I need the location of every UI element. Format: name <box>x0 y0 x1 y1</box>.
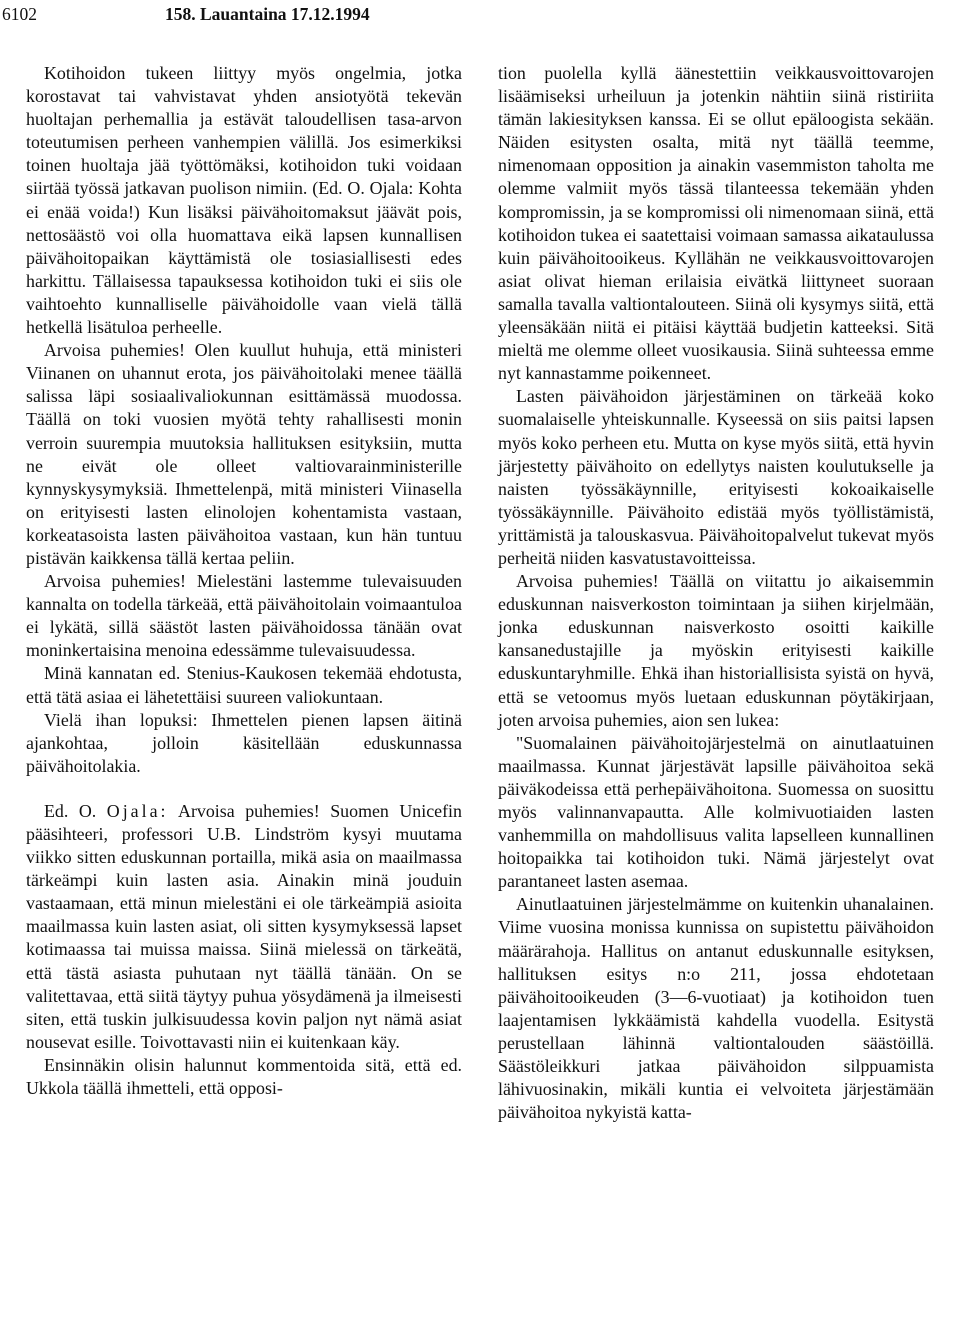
paragraph: Arvoisa puhemies! Olen kuullut huhuja, että ministeri Viinanen on uhannut erota, jos päivähoitolaki menee täällä salissa läpi sosiaalivaliokunnan esittämässä muodossa. Täällä on toki vuosien myötä tehty rahallisesti monin verroin suurempia muutoksia hallituksen esityksiin, mutta ne eivät ole olleet valtiovarainministerille kynnyskysymyksiä. Ihmettelenpä, mitä ministeri Viinasella on erityisesti lasten elinolojen kohentamista vastaan, korkeatasoista lasten päivähoitoa vastaan, kun hän tuntuu pistävän kaikkensa tällä kertaa peliin. <box>26 340 462 568</box>
paragraph: Ensinnäkin olisin halunnut kommentoida sitä, että ed. Ukkola täällä ihmetteli, että opposi- <box>26 1054 462 1099</box>
speech-text: Arvoisa puhemies! Suomen Unicefin pääsihteeri, professori U.B. Lindström kysyi muutama viikko sitten eduskunnan portailla, mikä asia on maailmassa tärkeämpi kuin lasten asia. Ainakin minä jouduin vastaamaan, että minun mielestäni ei ole tärkeämpiä asioita maailmassa kuin lasten asiat, oli sitten kysymyksessä lapset kotimaassa tai muissa maissa. Siinä mielessä on tärkeätä, että tästä asiasta puhutaan nyt täällä tänään. On se valitettavaa, että siitä täytyy puhua yösydämenä ja ilmeisesti siten, että tuskin julkisuudessa kovin paljon nyt nämä asiat nousevat esille. Toivottavasti niin ei kuitenkaan käy. <box>26 800 462 1052</box>
paragraph: Vielä ihan lopuksi: Ihmettelen pienen lapsen äitinä ajankohtaa, jolloin käsitellään eduskunnassa päivähoitolakia. <box>26 709 462 776</box>
paragraph: Arvoisa puhemies! Mielestäni lastemme tulevaisuuden kannalta on todella tärkeää, että päivähoitolain voimaantuloa ei lykätä, sillä säästöt lasten päivähoidossa tänään ovat moninkertaisina menoina edessämme tulevaisuudessa. <box>26 571 462 661</box>
speaker-prefix: Ed. O. <box>44 800 97 821</box>
paragraph: Minä kannatan ed. Stenius-Kaukosen tekemää ehdotusta, että tätä asiaa ei lähetettäisi suureen valiokuntaan. <box>26 663 462 707</box>
quoted-paragraph: Ainutlaatuinen järjestelmämme on kuitenkin uhanalainen. Viime vuosina monissa kunnissa on supistettu päivähoidon määrärahoja. Hallitus on antanut eduskunnalle esityksen, hallituksen esitys n:o 211, jossa ehdotetaan päivähoitooikeuden (3—6-vuotiaat) ja kotihoidon tuen laajentamisen lykkäämistä kahdella vuodella. Esitystä perustellaan lähinnä valtiontalouden säästöillä. Säästöleikkuri jatkaa päivähoidon silppuamista lähivuosinakin, mikäli kuntia ei velvoiteta järjestämään päivähoitoa nykyistä katta- <box>498 894 934 1123</box>
paragraph: Lasten päivähoidon järjestäminen on tärkeää koko suomalaiselle yhteiskunnalle. Kyseessä on siis paitsi lapsen myös koko perheen etu. Mutta on kyse myös siitä, että hyvin järjestetty päivähoito on edellytys naisten koulutukselle ja naisten työssäkäynnille, erityisesti kokoaikaiselle työssäkäynnille. Päivähoito edistää myös työllistämistä, yrittämistä ja talouskasvua. Päivähoitopalvelut tukevat myös perheitä niiden kasvatustavoitteissa. <box>498 386 934 568</box>
page-number: 6102 <box>2 4 37 24</box>
paragraph-continued: tion puolella kyllä äänestettiin veikkausvoittovarojen lisäämiseksi urheiluun ja jotenkin nähtiin siinä ristiriita tämän lakiesityksen kanssa. Ei se ollut epäloogista sekään. Näiden esitysten osalta, mitä nyt täällä teemme, nimenomaan opposition ja ainakin vasemmiston taholta me olemme valmiit myös tässä tilanteessa tekemään yhden kompromissin, ja se kompromissi oli nimenomaan siinä, että kotihoidon tukea ei saatettaisi voimaan samassa aikataulussa kuin päivähoitooikeus. Kyllähän ne veikkausvoittovarojen asiat olivat hieman erilaisia eivätkä liittyneet suoraan samalla tavalla valtiontalouteen. Siinä oli kysymys siitä, että yleensäkään niitä ei pitäisi käyttää budjetin katteeksi. Sitä mieltä me olemme olleet vuosikausia. Siinä suhteessa emme nyt kannastamme poikenneet. <box>498 63 934 384</box>
quoted-paragraph: "Suomalainen päivähoitojärjestelmä on ainutlaatuinen maailmassa. Kunnat järjestävät lapsille päivähoitoa sekä päiväkodeissa että perhepäivähoitona. Suomessa on suosittu myös valinnanvapautta. Alle kolmivuotiaiden lasten vanhemmilla on mahdollisuus valita lapselleen kunnallinen hoitopaikka tai kotihoidon tuki. Nämä järjestelyt ovat parantaneet lasten asemaa. <box>498 732 934 892</box>
speaker-name: Ojala: <box>106 800 169 821</box>
left-column <box>26 62 462 1100</box>
page-header <box>0 4 960 26</box>
paragraph: Kotihoidon tukeen liittyy myös ongelmia, jotka korostavat tai vahvistavat yhden ansiotyötä tekevän huoltajan perhemallia ja estävät taloudellisen tasa-arvon toteutumisen perheen vanhempien välillä. Jos esimerkiksi toinen huoltaja jää työttömäksi, kotihoidon tuki voidaan siirtää työssä jatkavan puolison nimiin. (Ed. O. Ojala: Kohta ei enää voida!) Kun lisäksi päivähoitomaksut jäävät pois, nettosäästö voi olla huomattava eikä lapsen kunnallisen päivähoitopaikan käyttämistä ole tosiasiallisesti edes harkittu. Tällaisessa tapauksessa kotihoidon tuki ei siis ole vaihtoehto kunnalliselle päivähoidolle vaan vielä tällä hetkellä lisätuloa perheelle. <box>26 63 462 338</box>
right-column <box>498 62 934 1124</box>
paragraph: Arvoisa puhemies! Täällä on viitattu jo aikaisemmin eduskunnan naisverkoston toimintaan ja siihen kirjelmään, jonka eduskunnan naisverkosto osoitti kaikille kansanedustajille ja myöskin erityisesti kaikille eduskuntaryhmille. Ehkä ihan historiallisista syistä on hyvä, että se vetoomus myös luetaan eduskunnan pöytäkirjaan, joten arvoisa puhemies, aion sen lukea: <box>498 571 934 730</box>
speech-opening <box>26 800 462 1054</box>
running-head: 158. Lauantaina 17.12.1994 <box>165 4 370 24</box>
